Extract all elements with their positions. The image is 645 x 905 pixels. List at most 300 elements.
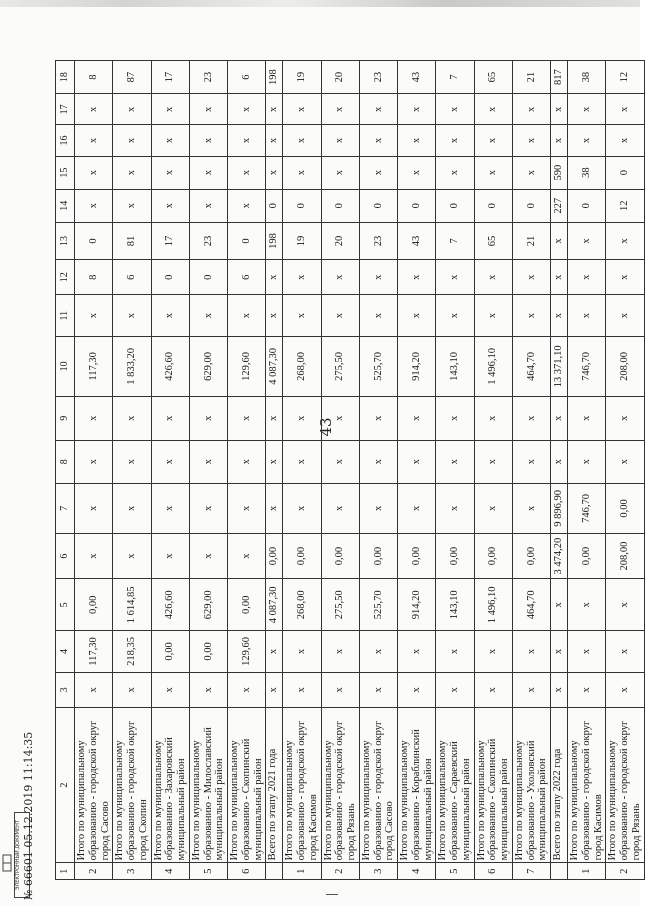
table-cell: 817: [551, 61, 568, 94]
table-cell: 525,70: [359, 579, 397, 631]
table-cell: 0: [606, 156, 644, 189]
table-cell: х: [75, 189, 113, 222]
table-cell: х: [75, 396, 113, 440]
row-label-cell: Итого по муниципальному образованию - городской округ город Рязань: [606, 707, 644, 863]
table-cell: х: [189, 440, 227, 484]
table-cell: 7: [512, 863, 550, 880]
table-cell: 275,50: [321, 336, 359, 396]
table-row: [75, 61, 113, 880]
table-cell: х: [228, 440, 266, 484]
table-cell: х: [113, 156, 151, 189]
table-cell: 43: [398, 61, 436, 94]
table-cell: х: [75, 672, 113, 707]
table-cell: х: [551, 94, 568, 125]
table-cell: х: [283, 125, 321, 156]
table-cell: х: [359, 484, 397, 534]
table-cell: 0,00: [228, 579, 266, 631]
table-cell: х: [228, 156, 266, 189]
column-header: 13: [56, 222, 75, 259]
table-cell: 0: [151, 260, 189, 295]
table-cell: х: [512, 440, 550, 484]
column-header: 9: [56, 396, 75, 440]
table-cell: 8: [75, 61, 113, 94]
table-cell: х: [512, 156, 550, 189]
table-cell: 1: [283, 863, 321, 880]
table-row: [151, 61, 189, 880]
column-header: 18: [56, 61, 75, 94]
table-cell: х: [359, 631, 397, 672]
table-cell: х: [266, 672, 283, 707]
table-cell: х: [266, 396, 283, 440]
table-cell: 117,30: [75, 631, 113, 672]
table-cell: х: [228, 672, 266, 707]
table-cell: 0,00: [283, 533, 321, 579]
table-cell: 23: [189, 222, 227, 259]
table-cell: 590: [551, 156, 568, 189]
table-cell: 0,00: [398, 533, 436, 579]
table-cell: 0: [228, 222, 266, 259]
electronic-document-stamp: ЭЛЕКТРОННЫЙ ДОКУМЕНТ: [14, 812, 30, 898]
table-cell: х: [283, 396, 321, 440]
table-cell: х: [551, 260, 568, 295]
row-label-cell: Итого по муниципальному образованию - Скопинский муниципальный район: [474, 707, 512, 863]
table-cell: х: [266, 125, 283, 156]
table-cell: х: [436, 631, 474, 672]
table-cell: 208,00: [606, 533, 644, 579]
table-cell: х: [151, 94, 189, 125]
table-cell: 6: [228, 61, 266, 94]
table-cell: х: [75, 125, 113, 156]
row-label-cell: Итого по муниципальному образованию - Скопинский муниципальный район: [228, 707, 266, 863]
table-row: [474, 61, 512, 880]
table-cell: х: [398, 672, 436, 707]
column-header: 12: [56, 260, 75, 295]
table-row: [359, 61, 397, 880]
table-cell: х: [551, 672, 568, 707]
table-cell: х: [189, 533, 227, 579]
table-cell: 6: [228, 863, 266, 880]
table-cell: х: [551, 125, 568, 156]
table-cell: х: [398, 484, 436, 534]
table-cell: х: [283, 672, 321, 707]
table-cell: х: [113, 533, 151, 579]
table-cell: х: [551, 440, 568, 484]
table-cell: х: [398, 125, 436, 156]
table-cell: х: [436, 484, 474, 534]
table-cell: х: [474, 440, 512, 484]
table-cell: х: [321, 295, 359, 336]
table-cell: 426,60: [151, 336, 189, 396]
column-header: 5: [56, 579, 75, 631]
table-cell: х: [512, 396, 550, 440]
table-cell: 13 371,10: [551, 336, 568, 396]
table-cell: х: [113, 440, 151, 484]
table-cell: х: [606, 260, 644, 295]
table-row: [113, 61, 151, 880]
table-cell: х: [189, 295, 227, 336]
table-cell: 20: [321, 61, 359, 94]
table-cell: х: [228, 125, 266, 156]
table-cell: х: [266, 94, 283, 125]
table-cell: 0: [436, 189, 474, 222]
table-cell: х: [436, 94, 474, 125]
bottom-mark: [326, 894, 338, 903]
row-label-cell: Итого по муниципальному образованию - городской округ город Касимов: [283, 707, 321, 863]
column-header: 4: [56, 631, 75, 672]
table-cell: 746,70: [568, 336, 606, 396]
table-cell: х: [321, 125, 359, 156]
table-cell: 914,20: [398, 579, 436, 631]
table-cell: х: [359, 295, 397, 336]
table-cell: 0,00: [321, 533, 359, 579]
column-header: 16: [56, 125, 75, 156]
table-cell: х: [75, 156, 113, 189]
table-cell: 7: [436, 222, 474, 259]
table-cell: х: [283, 631, 321, 672]
table-cell: х: [75, 484, 113, 534]
table-row: [189, 61, 227, 880]
table-cell: 0,00: [568, 533, 606, 579]
table-cell: х: [189, 672, 227, 707]
table-cell: 2: [75, 863, 113, 880]
row-label-cell: Итого по муниципальному образованию - Кораблинский муниципальный район: [398, 707, 436, 863]
table-total-row: [266, 61, 283, 880]
table-cell: 65: [474, 222, 512, 259]
table-cell: х: [436, 125, 474, 156]
table-cell: х: [551, 295, 568, 336]
table-cell: х: [474, 484, 512, 534]
table-cell: [266, 863, 283, 880]
table-cell: х: [151, 484, 189, 534]
table-cell: х: [512, 94, 550, 125]
table-cell: 3: [113, 863, 151, 880]
table-cell: х: [606, 440, 644, 484]
table-cell: х: [228, 396, 266, 440]
table-cell: х: [512, 295, 550, 336]
table-cell: 43: [398, 222, 436, 259]
table-cell: х: [512, 672, 550, 707]
table-cell: х: [551, 222, 568, 259]
table-cell: х: [568, 631, 606, 672]
table-cell: 0,00: [359, 533, 397, 579]
column-header: 11: [56, 295, 75, 336]
table-cell: 5: [189, 863, 227, 880]
row-label-cell: Итого по муниципальному образованию - Милославский муниципальный район: [189, 707, 227, 863]
table-row: [398, 61, 436, 880]
table-cell: 23: [189, 61, 227, 94]
table-cell: х: [283, 260, 321, 295]
table-cell: 0: [189, 260, 227, 295]
table-cell: х: [151, 295, 189, 336]
table-cell: х: [321, 631, 359, 672]
table-cell: х: [321, 260, 359, 295]
table-cell: 9 896,90: [551, 484, 568, 534]
table-cell: х: [321, 484, 359, 534]
table-cell: х: [606, 295, 644, 336]
table-cell: 7: [436, 61, 474, 94]
table-cell: х: [606, 579, 644, 631]
table-cell: 3: [359, 863, 397, 880]
column-header: 15: [56, 156, 75, 189]
table-cell: х: [151, 533, 189, 579]
scan-edge: [0, 0, 640, 7]
table-cell: 3 474,20: [551, 533, 568, 579]
table-cell: х: [321, 440, 359, 484]
table-cell: х: [189, 125, 227, 156]
table-cell: 464,70: [512, 579, 550, 631]
table-cell: 129,60: [228, 631, 266, 672]
row-label-cell: Всего по этапу 2021 года: [266, 707, 283, 863]
table-cell: х: [512, 631, 550, 672]
column-header: 10: [56, 336, 75, 396]
table-cell: х: [436, 396, 474, 440]
row-label-cell: Итого по муниципальному образованию - городской округ город Касимов: [568, 707, 606, 863]
table-cell: х: [113, 189, 151, 222]
table-cell: 87: [113, 61, 151, 94]
table-cell: х: [436, 672, 474, 707]
table-cell: х: [266, 260, 283, 295]
table-cell: х: [568, 125, 606, 156]
table-cell: х: [321, 672, 359, 707]
stamp-icon: [2, 853, 12, 873]
table-cell: х: [321, 94, 359, 125]
table-cell: х: [113, 125, 151, 156]
table-cell: х: [266, 631, 283, 672]
table-cell: х: [568, 222, 606, 259]
table-cell: х: [359, 260, 397, 295]
table-cell: х: [474, 156, 512, 189]
table-total-row: [551, 61, 568, 880]
table-cell: х: [568, 672, 606, 707]
table-cell: 0: [283, 189, 321, 222]
table-cell: 4 087,30: [266, 579, 283, 631]
table-row: [606, 61, 644, 880]
table-cell: 17: [151, 61, 189, 94]
table-cell: х: [606, 222, 644, 259]
table-cell: х: [606, 631, 644, 672]
table-cell: х: [189, 94, 227, 125]
table-cell: 2: [321, 863, 359, 880]
table-cell: 0,00: [189, 631, 227, 672]
table-cell: х: [75, 94, 113, 125]
table-row: [512, 61, 550, 880]
row-label-cell: Итого по муниципальному образованию - городской округ город Сасово: [359, 707, 397, 863]
table-cell: 129,60: [228, 336, 266, 396]
table-cell: х: [512, 260, 550, 295]
table-cell: х: [189, 396, 227, 440]
table-cell: х: [568, 440, 606, 484]
table-cell: х: [151, 156, 189, 189]
table-cell: 464,70: [512, 336, 550, 396]
table-cell: 21: [512, 222, 550, 259]
table-cell: 0,00: [512, 533, 550, 579]
table-row: [321, 61, 359, 880]
table-cell: 0,00: [606, 484, 644, 534]
table-cell: 143,10: [436, 579, 474, 631]
table-cell: х: [606, 125, 644, 156]
table-cell: 525,70: [359, 336, 397, 396]
table-header-row: [56, 61, 75, 880]
table-cell: 143,10: [436, 336, 474, 396]
table-cell: 746,70: [568, 484, 606, 534]
table-cell: х: [266, 440, 283, 484]
table-cell: х: [189, 189, 227, 222]
table-cell: 38: [568, 61, 606, 94]
table-cell: х: [568, 260, 606, 295]
table-cell: 4: [151, 863, 189, 880]
table-cell: 0: [266, 189, 283, 222]
table-cell: х: [398, 631, 436, 672]
table-cell: х: [359, 440, 397, 484]
table-cell: х: [113, 396, 151, 440]
table-cell: 0: [512, 189, 550, 222]
row-label-cell: Итого по муниципальному образованию - Ухоловский муниципальный район: [512, 707, 550, 863]
table-cell: х: [266, 295, 283, 336]
table-cell: 2: [606, 863, 644, 880]
table-cell: х: [266, 156, 283, 189]
table-cell: 0,00: [151, 631, 189, 672]
table-cell: х: [474, 396, 512, 440]
table-cell: 81: [113, 222, 151, 259]
table-cell: х: [113, 672, 151, 707]
table-cell: х: [398, 396, 436, 440]
table-cell: 629,00: [189, 336, 227, 396]
table-cell: х: [189, 484, 227, 534]
column-header: 6: [56, 533, 75, 579]
table-cell: х: [512, 484, 550, 534]
table-cell: х: [266, 484, 283, 534]
table-cell: х: [228, 484, 266, 534]
table-row: [568, 61, 606, 880]
table-cell: х: [551, 396, 568, 440]
table-cell: х: [359, 672, 397, 707]
table-cell: 65: [474, 61, 512, 94]
table-cell: х: [113, 295, 151, 336]
table-cell: х: [359, 125, 397, 156]
table-cell: 0,00: [75, 579, 113, 631]
table-cell: х: [398, 94, 436, 125]
table-cell: х: [283, 484, 321, 534]
table-cell: 275,50: [321, 579, 359, 631]
table-cell: 227: [551, 189, 568, 222]
table-cell: 12: [606, 189, 644, 222]
document-registration-footer: № 66601 05.12.2019 11:14:35: [22, 731, 35, 900]
table-cell: 914,20: [398, 336, 436, 396]
table-cell: х: [113, 484, 151, 534]
table-cell: х: [151, 672, 189, 707]
table-cell: х: [398, 156, 436, 189]
table-cell: х: [359, 94, 397, 125]
table-cell: 0,00: [474, 533, 512, 579]
table-cell: х: [151, 125, 189, 156]
table-cell: х: [436, 440, 474, 484]
table-cell: 19: [283, 61, 321, 94]
table-cell: х: [398, 260, 436, 295]
table-cell: х: [436, 295, 474, 336]
column-header: 3: [56, 672, 75, 707]
table-cell: х: [474, 295, 512, 336]
table-cell: 0,00: [266, 533, 283, 579]
table-cell: 426,60: [151, 579, 189, 631]
table-cell: 1 496,10: [474, 579, 512, 631]
table-cell: х: [283, 94, 321, 125]
table-cell: 19: [283, 222, 321, 259]
table-cell: х: [568, 396, 606, 440]
table-cell: х: [568, 295, 606, 336]
table-cell: х: [75, 440, 113, 484]
row-label-cell: Итого по муниципальному образованию - городской округ город Сасово: [75, 707, 113, 863]
table-cell: х: [228, 94, 266, 125]
row-label-cell: Итого по муниципальному образованию - Сараевский муниципальный район: [436, 707, 474, 863]
table-cell: х: [113, 94, 151, 125]
table-cell: 12: [606, 61, 644, 94]
column-header: 14: [56, 189, 75, 222]
table-cell: 208,00: [606, 336, 644, 396]
column-header: 17: [56, 94, 75, 125]
table-cell: х: [189, 156, 227, 189]
table-cell: 20: [321, 222, 359, 259]
table-cell: х: [551, 631, 568, 672]
table-cell: х: [436, 156, 474, 189]
table-cell: 268,00: [283, 336, 321, 396]
row-label-cell: Итого по муниципальному образованию - городской округ город Рязань: [321, 707, 359, 863]
table-cell: х: [283, 156, 321, 189]
table-cell: х: [474, 260, 512, 295]
table-cell: х: [474, 631, 512, 672]
table-cell: х: [151, 189, 189, 222]
table-cell: х: [436, 260, 474, 295]
table-cell: х: [228, 189, 266, 222]
table-cell: 6: [228, 260, 266, 295]
table-cell: 8: [75, 260, 113, 295]
table-cell: 0: [321, 189, 359, 222]
page-number: 43: [317, 417, 335, 437]
table-cell: 218,35: [113, 631, 151, 672]
table-cell: 4 087,30: [266, 336, 283, 396]
table-row: [228, 61, 266, 880]
table-cell: х: [398, 295, 436, 336]
table-cell: 0: [75, 222, 113, 259]
data-table: [55, 60, 645, 880]
table-cell: 1: [568, 863, 606, 880]
table-cell: х: [474, 125, 512, 156]
table-rotated-container: [55, 60, 642, 880]
table-cell: х: [606, 672, 644, 707]
table-cell: 0: [474, 189, 512, 222]
column-header: 2: [56, 707, 75, 863]
table-cell: х: [151, 440, 189, 484]
table-cell: 0: [398, 189, 436, 222]
table-cell: 5: [436, 863, 474, 880]
table-cell: х: [474, 94, 512, 125]
table-cell: 117,30: [75, 336, 113, 396]
table-cell: 1 496,10: [474, 336, 512, 396]
table-cell: х: [359, 156, 397, 189]
column-header: 7: [56, 484, 75, 534]
table-cell: 198: [266, 61, 283, 94]
table-cell: 198: [266, 222, 283, 259]
table-cell: х: [75, 533, 113, 579]
table-cell: 4: [398, 863, 436, 880]
table-cell: 0,00: [436, 533, 474, 579]
table-cell: х: [321, 396, 359, 440]
table-cell: х: [151, 396, 189, 440]
table-cell: 0: [359, 189, 397, 222]
table-cell: 629,00: [189, 579, 227, 631]
table-cell: х: [551, 579, 568, 631]
table-cell: х: [606, 94, 644, 125]
table-cell: х: [512, 125, 550, 156]
